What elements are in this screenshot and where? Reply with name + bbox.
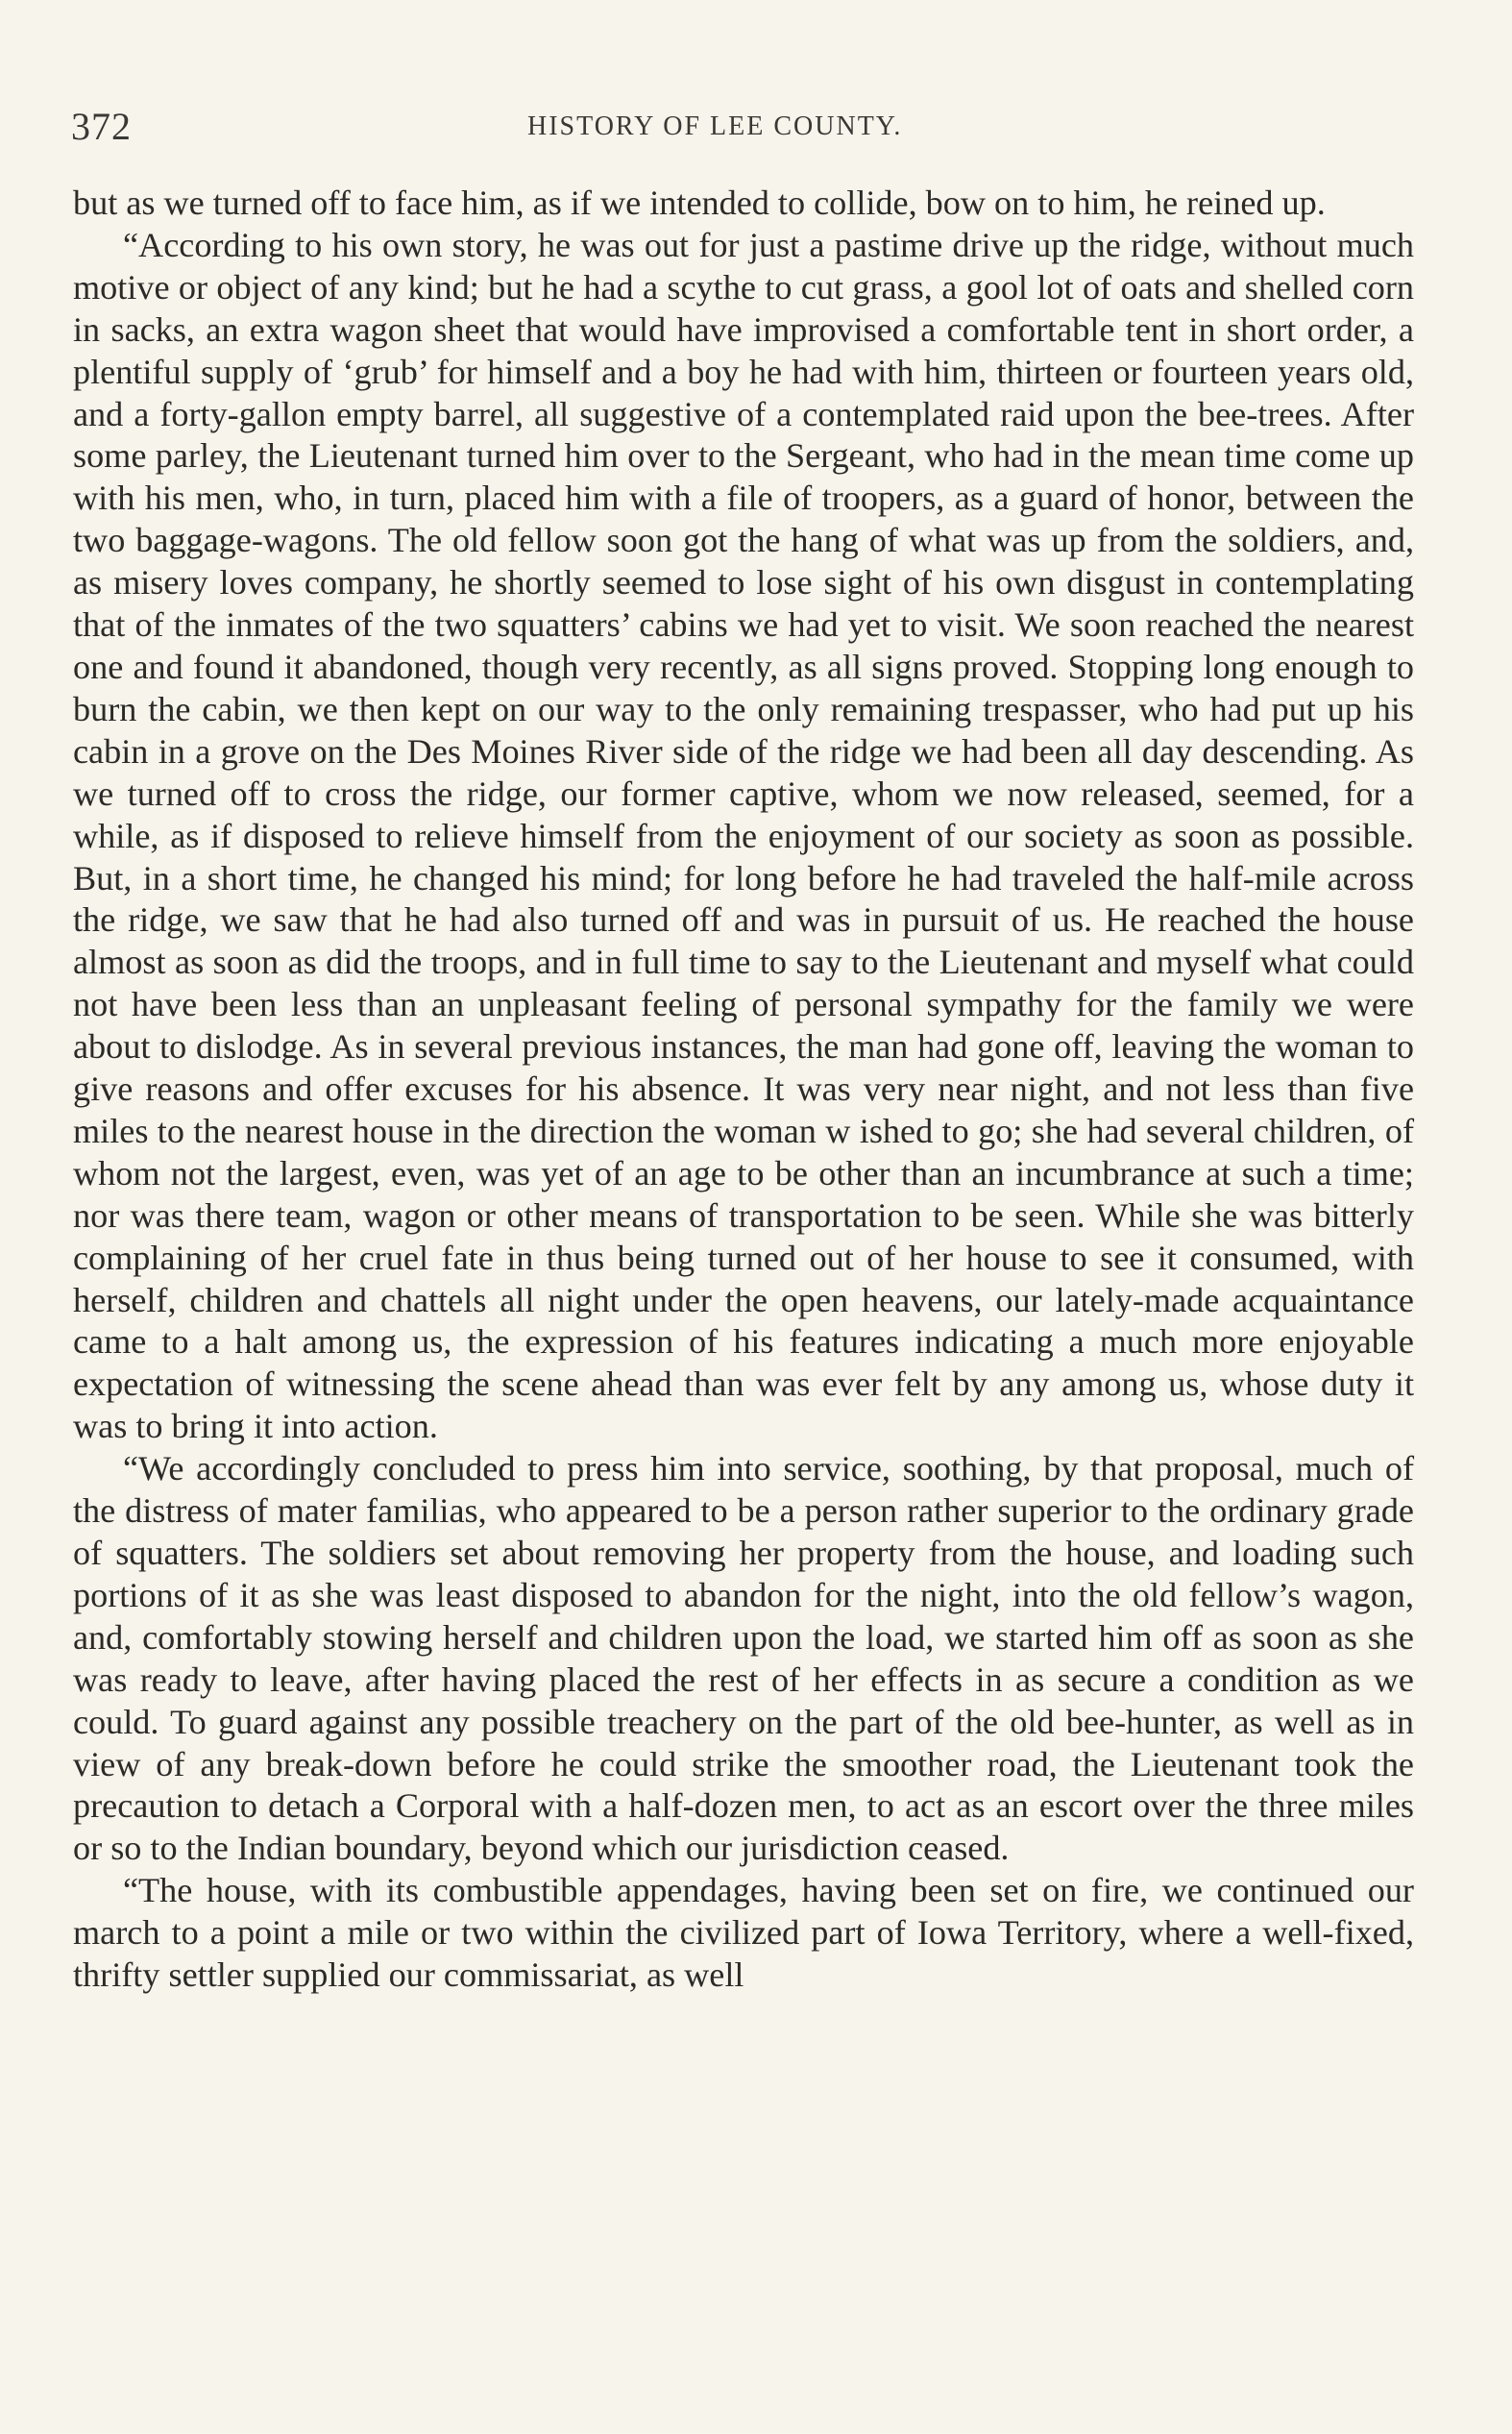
page-number: 372 bbox=[71, 105, 132, 148]
paragraph: “We accordingly concluded to press him into service, soothing, by that proposal, much of the distress of mater familias, who appeared to be a person rather superior to the ordinary grade of squatters. The soldiers set about removing her property from the house, and loading such portions of it as she was least disposed to abandon for the night, into the old fellow’s wagon, and, comfortably stowing herself and children upon the load, we started him off as soon as she was ready to leave, after having placed the rest of her effects in as secure a condition as we could. To guard against any possible treachery on the part of the old bee-hunter, as well as in view of any break-down before he could strike the smoother road, the Lieutenant took the precaution to detach a Corporal with a half-dozen men, to act as an escort over the three miles or so to the Indian boundary, beyond which our jurisdiction ceased. bbox=[73, 1449, 1414, 1868]
paragraph: “The house, with its combustible appendages, having been set on fire, we continued our march to a point a mile or two within the civilized part of Iowa Territory, where a well-fixed, thrifty settler supplied our commissariat, as well bbox=[73, 1871, 1414, 1995]
paragraph-continuation: but as we turned off to face him, as if we intended to collide, bow on to him, he reined up. bbox=[73, 184, 1326, 222]
page-header bbox=[71, 104, 1416, 152]
body-text bbox=[73, 183, 1414, 1997]
running-head: HISTORY OF LEE COUNTY. bbox=[527, 111, 903, 141]
paragraph: “According to his own story, he was out for just a pastime drive up the ridge, without much motive or object of any kind; but he had a scythe to cut grass, a gool lot of oats and shelled corn in sacks, an extra wagon sheet that would have improvised a comfortable tent in short order, a plentiful supply of ‘grub’ for himself and a boy he had with him, thirteen or fourteen years old, and a forty-gallon empty barrel, all suggestive of a contemplated raid upon the bee-trees. After some parley, the Lieutenant turned him over to the Sergeant, who had in the mean time come up with his men, who, in turn, placed him with a file of troopers, as a guard of honor, between the two baggage-wagons. The old fellow soon got the hang of what was up from the soldiers, and, as misery loves company, he shortly seemed to lose sight of his own disgust in contemplating that of the inmates of the two squatters’ cabins we had yet to visit. We soon reached the nearest one and found it abandoned, though very recently, as all signs proved. Stopping long enough to burn the cabin, we then kept on our way to the only remaining trespasser, who had put up his cabin in a grove on the Des Moines River side of the ridge we had been all day descending. As we turned off to cross the ridge, our former captive, whom we now released, seemed, for a while, as if disposed to relieve himself from the enjoyment of our society as soon as possible. But, in a short time, he changed his mind; for long before he had traveled the half-mile across the ridge, we saw that he had also turned off and was in pursuit of us. He reached the house almost as soon as did the troops, and in full time to say to the Lieutenant and myself what could not have been less than an unpleasant feeling of personal sympathy for the family we were about to dislodge. As in several previous instances, the man had gone off, leaving the woman to give reasons and offer excuses for his absence. It was very near night, and not less than five miles to the nearest house in the direction the woman w ished to go; she had several children, of whom not the largest, even, was yet of an age to be other than an incumbrance at such a time; nor was there team, wagon or other means of transportation to be seen. While she was bitterly complaining of her cruel fate in thus being turned out of her house to see it consumed, with herself, children and chattels all night under the open heavens, our lately-made acquaintance came to a halt among us, the expression of his features indicating a much more enjoyable expectation of witnessing the scene ahead than was ever felt by any among us, whose duty it was to bring it into action. bbox=[73, 225, 1414, 1446]
